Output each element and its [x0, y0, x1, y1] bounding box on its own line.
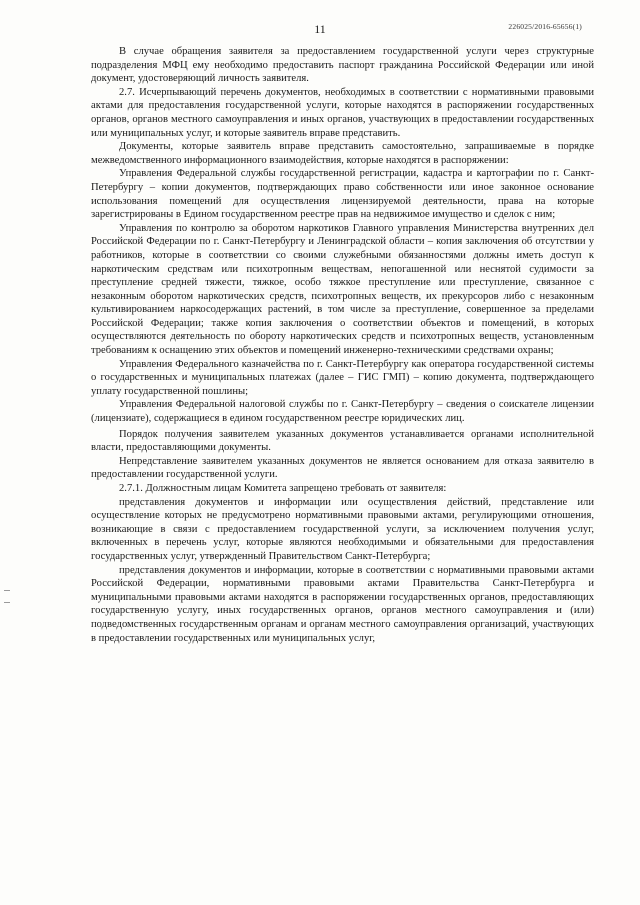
paragraph: Документы, которые заявитель вправе представить самостоятельно, запрашиваемые в порядке межведомственного информационного взаимодействия, которые находятся в распоряжении:	[91, 141, 594, 166]
page-number: 11	[314, 22, 326, 36]
paragraph: Непредставление заявителем указанных документов не является основанием для отказа заявителю в предоставлении государственной услуги.	[91, 455, 594, 481]
paragraph: Управления Федеральной налоговой службы по г. Санкт-Петербургу – сведения о соискателе лицензии (лицензиате), содержащиеся в едином государственном реестре юридических лиц.	[91, 399, 594, 425]
paragraph: Управления Федерального казначейства по г. Санкт-Петербургу как оператора государственной системы о государственных и муниципальных платежах (далее – ГИС ГМП) – копию документа, подтверждающего уплату государственной пошлины;	[91, 358, 594, 397]
document-body	[91, 45, 594, 645]
paragraph: представления документов и информации или осуществления действий, представление или осуществление которых не предусмотрено нормативными правовыми актами, регулирующими отношения, возникающие в связи с предоставлением государственной услуги, за исключением получения услуг, включенных в перечень услуг, которые являются необходимыми и обязательными для предоставления государственных услуг, утвержденный Правительством Санкт-Петербурга;	[91, 496, 594, 562]
paragraph: Управления по контролю за оборотом наркотиков Главного управления Министерства внутренних дел Российской Федерации по г. Санкт-Петербургу и Ленинградской области – копия заключения об отсутствии у работников, которые в соответствии со своими служебными обязанностями должны иметь доступ к наркотическим средствам или психотропным веществам, непогашенной или неснятой судимости за преступление средней тяжести, тяжкое, особо тяжкое преступление или преступление, связанное с незаконным оборотом наркотических средств, психотропных веществ, их прекурсоров либо с незаконным культивированием наркосодержащих растений, в том числе за преступление, совершенное за пределами Российской Федерации; также копия заключения о соответствии объектов и помещений, в которых осуществляются деятельность по обороту наркотических средств и психотропных веществ, установленным требованиям к оснащению этих объектов и помещений инженерно-техническими средствами охраны;	[91, 222, 594, 357]
document-code: 226025/2016-65656(1)	[508, 22, 582, 31]
paragraph: В случае обращения заявителя за предоставлением государственной услуги через структурные подразделения МФЦ ему необходимо предоставить паспорт гражданина Российской Федерации или иной документ, удостоверяющий личность заявителя.	[91, 46, 594, 85]
scan-margin-mark	[4, 590, 10, 591]
paragraph: 2.7.1. Должностным лицам Комитета запрещено требовать от заявителя:	[119, 483, 447, 494]
paragraph: Порядок получения заявителем указанных документов устанавливается органами исполнительной власти, предоставляющими документы.	[91, 428, 594, 454]
scan-margin-mark	[4, 602, 10, 603]
paragraph: представления документов и информации, которые в соответствии с нормативными правовыми актами Российской Федерации, нормативными правовыми актами Правительства Санкт-Петербурга и муниципальными правовыми актами находятся в распоряжении государственных органов, предоставляющих государственную услугу, иных государственных органов, органов местного самоуправления и (или) подведомственных государственным органам и органам местного самоуправления организаций, участвующих в предоставлении государственных или муниципальных услуг,	[91, 564, 594, 644]
paragraph: Управления Федеральной службы государственной регистрации, кадастра и картографии по г. Санкт-Петербургу – копии документов, подтверждающих право собственности или иное законное основание использования помещений для осуществления лицензируемой деятельности, права на которые зарегистрированы в Едином государственном реестре прав на недвижимое имущество и сделок с ним;	[91, 168, 594, 221]
paragraph: 2.7. Исчерпывающий перечень документов, необходимых в соответствии с нормативными правовыми актами для предоставления государственной услуги, которые находятся в распоряжении государственных органов, органов местного самоуправления и иных органов, участвующих в предоставлении государственных или муниципальных услуг, и которые заявитель вправе представить.	[91, 86, 594, 139]
